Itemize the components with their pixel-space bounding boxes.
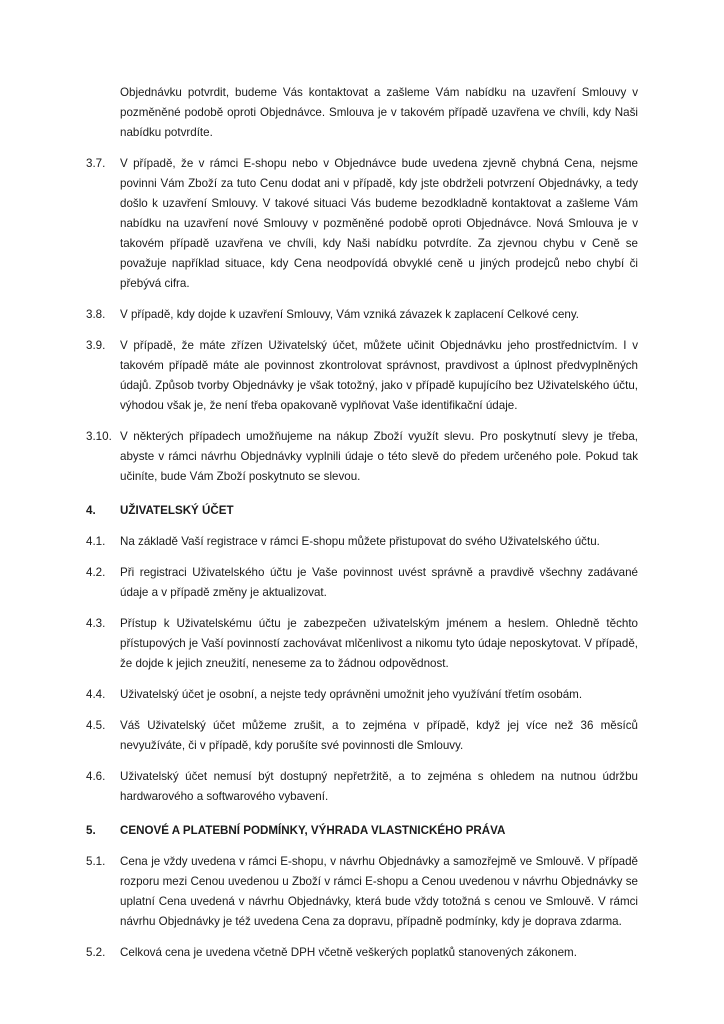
- clause-text: V případě, že máte zřízen Uživatelský účet, můžete učinit Objednávku jeho prostřednictvím. I v takovém případě máte ale povinnost zkontrolovat správnost, pravdivost a úplnost předvyplněných údajů. Způsob tvorby Objednávky je však totožný, jako v případě kupujícího bez Uživatelského účtu, výhodou však je, že není třeba opakovaně vyplňovat Vaše identifikační údaje.: [120, 339, 638, 412]
- clause-text: Váš Uživatelský účet můžeme zrušit, a to zejména v případě, když jej více než 36 měsíců nevyužíváte, či v případě, kdy porušíte své povinnosti dle Smlouvy.: [120, 719, 638, 752]
- clause-text: Při registraci Uživatelského účtu je Vaše povinnost uvést správně a pravdivě všechny zadávané údaje a v případě změny je aktualizovat.: [120, 566, 638, 599]
- clause-text: Celková cena je uvedena včetně DPH včetně veškerých poplatků stanovených zákonem.: [120, 946, 577, 959]
- clause: [86, 563, 638, 603]
- clause-text: V případě, kdy dojde k uzavření Smlouvy, Vám vzniká závazek k zaplacení Celkové ceny.: [120, 308, 580, 321]
- clause: [86, 852, 638, 932]
- clause-number: 4.1.: [86, 535, 106, 548]
- clause: [86, 767, 638, 807]
- clause-number: 4.: [86, 504, 96, 517]
- clause-number: 3.10.: [86, 430, 112, 443]
- clause: [86, 532, 638, 552]
- clause-number: 5.1.: [86, 855, 106, 868]
- clause: [86, 154, 638, 294]
- clause: [86, 943, 638, 963]
- section-title: UŽIVATELSKÝ ÚČET: [120, 504, 234, 517]
- clause-number: 4.6.: [86, 770, 106, 783]
- clause-text: V některých případech umožňujeme na nákup Zboží využít slevu. Pro poskytnutí slevy je třeba, abyste v rámci návrhu Objednávky vyplnili údaje o této slevě do předem určeného pole. Pokud tak učiníte, bude Vám Zboží poskytnuto se slevou.: [120, 430, 638, 483]
- clause: [86, 716, 638, 756]
- clause-list: [86, 154, 638, 963]
- clause: [86, 305, 638, 325]
- clause: [86, 614, 638, 674]
- clause-number: 4.4.: [86, 688, 106, 701]
- clause-text: Cena je vždy uvedena v rámci E-shopu, v návrhu Objednávky a samozřejmě ve Smlouvě. V případě rozporu mezi Cenou uvedenou u Zboží v rámci E-shopu a Cenou uvedenou v návrhu Objednávky se uplatní Cena uvedená v návrhu Objednávky, která bude vždy totožná s cenou ve Smlouvě. V rámci návrhu Objednávky je též uvedena Cena za dopravu, případně podmínky, kdy je doprava zdarma.: [120, 855, 638, 928]
- clause-number: 4.5.: [86, 719, 106, 732]
- clause-text: V případě, že v rámci E-shopu nebo v Objednávce bude uvedena zjevně chybná Cena, nejsme povinni Vám Zboží za tuto Cenu dodat ani v případě, kdy jste obdrželi potvrzení Objednávky, a tedy došlo k uzavření Smlouvy. V takové situaci Vás budeme bezodkladně kontaktovat a zašleme Vám nabídku na uzavření nové Smlouvy v pozměněné podobě oproti Objednávce. Nová Smlouva je v takovém případě uzavřena ve chvíli, kdy Naši nabídku potvrdíte. Za zjevnou chybu v Ceně se považuje například situace, kdy Cena neodpovídá obvyklé ceně u jiných prodejců nebo chybí či přebývá cifra.: [120, 157, 638, 290]
- clause-number: 5.: [86, 824, 96, 837]
- clause: [86, 685, 638, 705]
- clause: [86, 336, 638, 416]
- clause-number: 3.8.: [86, 308, 106, 321]
- section-heading: [86, 501, 638, 521]
- clause-text: Přístup k Uživatelskému účtu je zabezpečen uživatelským jménem a heslem. Ohledně těchto přístupových je Vaší povinností zachovávat mlčenlivost a nikomu tyto údaje neposkytovat. V případě, že dojde k jejich zneužití, neneseme za to žádnou odpovědnost.: [120, 617, 638, 670]
- section-title: CENOVÉ A PLATEBNÍ PODMÍNKY, VÝHRADA VLASTNICKÉHO PRÁVA: [120, 824, 506, 837]
- clause: [86, 427, 638, 487]
- clause-text: Uživatelský účet je osobní, a nejste tedy oprávněni umožnit jeho využívání třetím osobám.: [120, 688, 583, 701]
- intro-paragraph: Objednávku potvrdit, budeme Vás kontaktovat a zašleme Vám nabídku na uzavření Smlouvy v pozměněné podobě oproti Objednávce. Smlouva je v takovém případě uzavřena ve chvíli, kdy Naši nabídku potvrdíte.: [120, 86, 638, 139]
- clause-number: 3.7.: [86, 157, 106, 170]
- clause-number: 5.2.: [86, 946, 106, 959]
- clause-number: 3.9.: [86, 339, 106, 352]
- clause-text: Uživatelský účet nemusí být dostupný nepřetržitě, a to zejména s ohledem na nutnou údržbu hardwarového a softwarového vybavení.: [120, 770, 638, 803]
- clause-number: 4.3.: [86, 617, 106, 630]
- clause-text: Na základě Vaší registrace v rámci E-shopu můžete přistupovat do svého Uživatelského účtu.: [120, 535, 600, 548]
- clause-number: 4.2.: [86, 566, 106, 579]
- section-heading: [86, 821, 638, 841]
